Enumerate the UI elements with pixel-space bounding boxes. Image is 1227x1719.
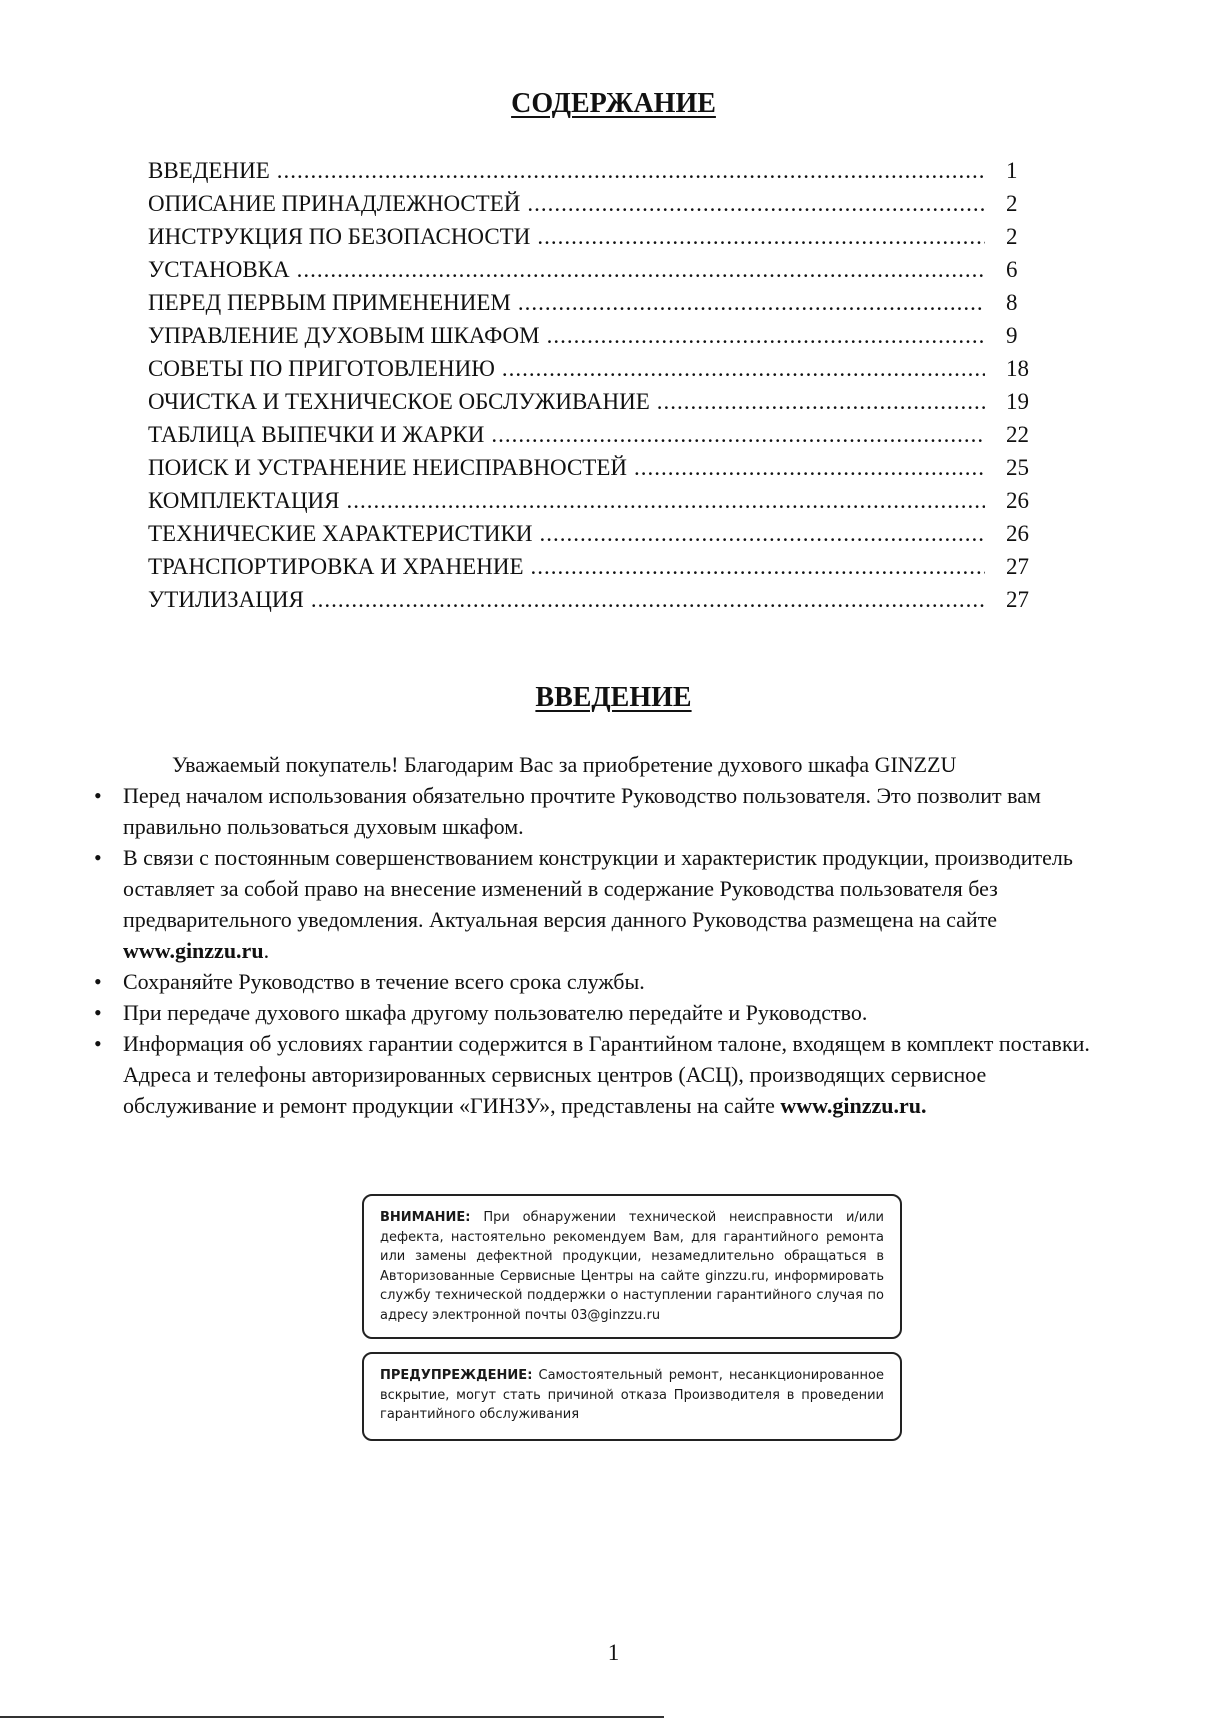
toc-leader-dots: [518, 290, 985, 316]
toc-entry-page: 2: [1006, 191, 1018, 216]
warning-notice-box: [362, 1352, 902, 1441]
toc-entry-label: ОПИСАНИЕ ПРИНАДЛЕЖНОСТЕЙ: [148, 191, 521, 216]
attention-label: ВНИМАНИЕ:: [380, 1210, 471, 1225]
toc-entry: [148, 455, 1048, 488]
toc-entry-label: ТЕХНИЧЕСКИЕ ХАРАКТЕРИСТИКИ: [148, 521, 533, 546]
toc-entry-label: ОЧИСТКА И ТЕХНИЧЕСКОЕ ОБСЛУЖИВАНИЕ: [148, 389, 650, 414]
toc-entry: [148, 191, 1048, 224]
toc-leader-dots: [491, 422, 985, 448]
bullet-text: В связи с постоянным совершенствованием конструкции и характеристик продукции, производитель оставляет за собой право на внесение изменений в содержание Руководства пользователя без предварительного уведомления. Актуальная версия данного Руководства размещена на сайте: [123, 845, 1073, 932]
toc-entry: [148, 323, 1048, 356]
warning-text: Самостоятельный ремонт, несанкционированное вскрытие, могут стать причиной отказа Производителя в проведении гарантийного обслуживания: [380, 1368, 884, 1422]
toc-entry: [148, 488, 1048, 521]
toc-entry-label: ИНСТРУКЦИЯ ПО БЕЗОПАСНОСТИ: [148, 224, 531, 249]
intro-bullet: [94, 780, 1104, 842]
toc-entry-page: 25: [1006, 455, 1029, 480]
toc-entry: [148, 290, 1048, 323]
toc-entry: [148, 389, 1048, 422]
toc-leader-dots: [634, 455, 985, 481]
intro-bullet: [94, 842, 1104, 966]
toc-entry-page: 9: [1006, 323, 1018, 348]
website-link: www.ginzzu.ru.: [780, 1093, 927, 1118]
toc-leader-dots: [297, 257, 985, 283]
toc-entry-label: ТАБЛИЦА ВЫПЕЧКИ И ЖАРКИ: [148, 422, 485, 447]
bullet-text: Сохраняйте Руководство в течение всего срока службы.: [123, 969, 645, 994]
intro-bullet: [94, 1028, 1104, 1121]
toc-entry: [148, 587, 1048, 620]
toc-entry-label: ПОИСК И УСТРАНЕНИЕ НЕИСПРАВНОСТЕЙ: [148, 455, 628, 480]
intro-bullet: [94, 966, 1104, 997]
toc-leader-dots: [531, 554, 986, 580]
toc-entry-page: 27: [1006, 587, 1029, 612]
toc-entry-label: УПРАВЛЕНИЕ ДУХОВЫМ ШКАФОМ: [148, 323, 540, 348]
toc-entry: [148, 521, 1048, 554]
attention-notice-box: [362, 1194, 902, 1339]
footer-rule: [0, 1716, 664, 1718]
toc-leader-dots: [657, 389, 985, 415]
bullet-text: Перед началом использования обязательно прочтите Руководство пользователя. Это позволит вам правильно пользоваться духовым шкафом.: [123, 783, 1041, 839]
toc-entry-page: 1: [1006, 158, 1018, 183]
toc-leader-dots: [347, 488, 985, 514]
toc-entry-page: 19: [1006, 389, 1029, 414]
bullet-text-end: .: [263, 938, 270, 963]
toc-leader-dots: [537, 224, 985, 250]
attention-text: При обнаружении технической неисправности и/или дефекта, настоятельно рекомендуем Вам, для гарантийного ремонта или замены дефектной продукции, незамедлительно обращаться в Авторизованные Сервисные Центры на сайте ginzzu.ru, информировать службу технической поддержки о наступлении гарантийного случая по адресу электронной почты 03@ginzzu.ru: [380, 1210, 884, 1323]
warning-label: ПРЕДУПРЕЖДЕНИЕ:: [380, 1368, 533, 1383]
toc-title: СОДЕРЖАНИЕ: [511, 88, 716, 119]
toc-entry-label: СОВЕТЫ ПО ПРИГОТОВЛЕНИЮ: [148, 356, 495, 381]
toc-entry-page: 2: [1006, 224, 1018, 249]
toc-entry-label: ВВЕДЕНИЕ: [148, 158, 270, 183]
toc-entry-label: ТРАНСПОРТИРОВКА И ХРАНЕНИЕ: [148, 554, 524, 579]
toc-entry-page: 22: [1006, 422, 1029, 447]
toc-entry-label: ПЕРЕД ПЕРВЫМ ПРИМЕНЕНИЕМ: [148, 290, 511, 315]
toc-entry: [148, 224, 1048, 257]
toc-entry-page: 27: [1006, 554, 1029, 579]
toc-entry-page: 8: [1006, 290, 1018, 315]
intro-bullet-list: [94, 780, 1104, 1121]
toc-leader-dots: [277, 158, 985, 184]
toc-leader-dots: [547, 323, 985, 349]
toc-leader-dots: [527, 191, 985, 217]
toc-entry-label: УТИЛИЗАЦИЯ: [148, 587, 304, 612]
toc-entry-page: 18: [1006, 356, 1029, 381]
toc-entry-label: КОМПЛЕКТАЦИЯ: [148, 488, 340, 513]
toc-entry-page: 26: [1006, 521, 1029, 546]
toc-entry: [148, 257, 1048, 290]
page-number: 1: [607, 1640, 620, 1665]
toc-leader-dots: [311, 587, 985, 613]
intro-bullet: [94, 997, 1104, 1028]
toc-entry-page: 26: [1006, 488, 1029, 513]
toc-entry-page: 6: [1006, 257, 1018, 282]
website-link: www.ginzzu.ru: [123, 938, 264, 963]
bullet-text: Информация об условиях гарантии содержится в Гарантийном талоне, входящем в комплект поставки. Адреса и телефоны авторизированных сервисных центров (АСЦ), производящих сервисное обслуживание и ремонт продукции «ГИНЗУ», представлены на сайте: [123, 1031, 1090, 1118]
toc-entry: [148, 422, 1048, 455]
intro-title: ВВЕДЕНИЕ: [535, 682, 692, 713]
toc-leader-dots: [502, 356, 985, 382]
toc-entry: [148, 356, 1048, 389]
toc-entry: [148, 158, 1048, 191]
intro-section: [94, 749, 1104, 1121]
toc-leader-dots: [540, 521, 986, 547]
bullet-text: При передаче духового шкафа другому пользователю передайте и Руководство.: [123, 1000, 868, 1025]
table-of-contents: [148, 158, 1048, 620]
toc-entry-label: УСТАНОВКА: [148, 257, 290, 282]
toc-entry: [148, 554, 1048, 587]
intro-greeting: Уважаемый покупатель! Благодарим Вас за приобретение духового шкафа GINZZU: [172, 752, 957, 777]
